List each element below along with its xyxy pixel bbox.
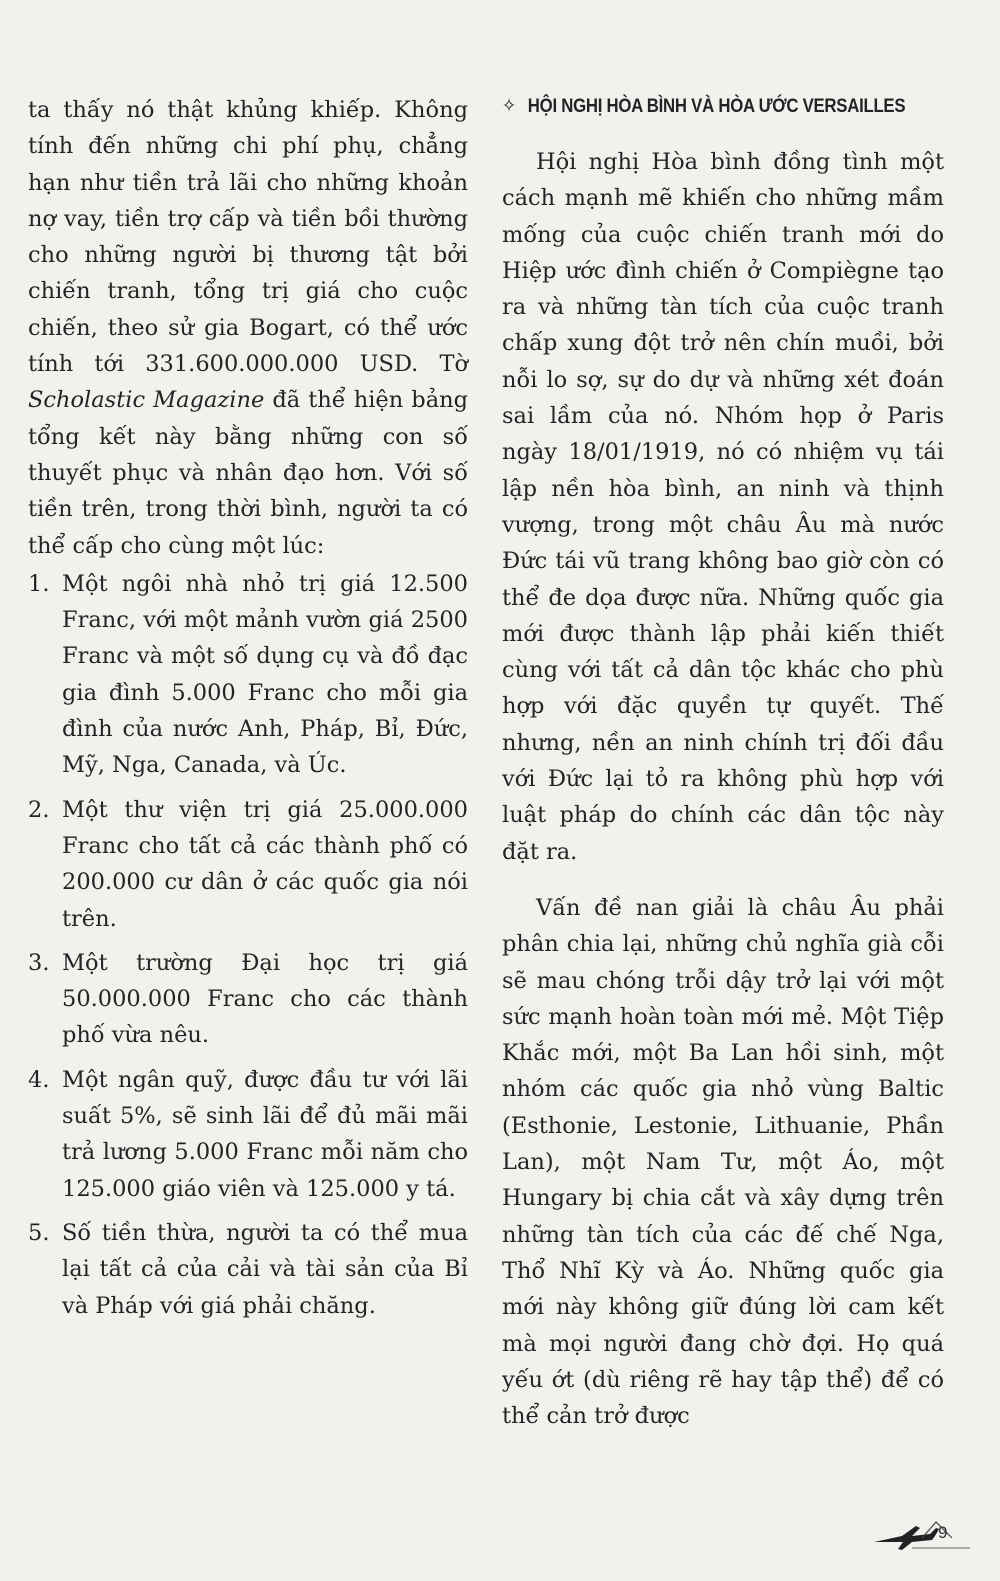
magazine-title: Scholastic Magazine	[28, 387, 265, 414]
list-item: 1. Một ngôi nhà nhỏ trị giá 12.500 Franc, với một mảnh vườn giá 2500 Franc và một số dụng cụ và đồ đạc gia đình 5.000 Franc cho mỗi gia đình của nước Anh, Pháp, Bỉ, Đức, Mỹ, Nga, Canada, và Úc.	[28, 566, 468, 784]
list-item: 5. Số tiền thừa, người ta có thể mua lại tất cả của cải và tài sản của Bỉ và Pháp với giá phải chăng.	[28, 1215, 468, 1324]
section-heading: ✧ HỘI NGHỊ HÒA BÌNH VÀ HÒA ƯỚC VERSAILLES	[502, 92, 882, 120]
list-item: 3. Một trường Đại học trị giá 50.000.000 Franc cho các thành phố vừa nêu.	[28, 945, 468, 1054]
list-number: 2.	[28, 796, 50, 823]
diamond-bullet-icon: ✧	[502, 95, 516, 117]
list-number: 5.	[28, 1219, 50, 1246]
list-number: 3.	[28, 949, 50, 976]
intro-paragraph: ta thấy nó thật khủng khiếp. Không tính đến những chi phí phụ, chẳng hạn như tiền trả lãi cho những khoản nợ vay, tiền trợ cấp và tiền bồi thường cho những người bị thương tật bởi chiến tranh, tổng trị giá cho cuộc chiến, theo sử gia Bogart, có thể ước tính tới 331.600.000.000 USD. Tờ Scholastic Magazine đã thể hiện bảng tổng kết này bằng những con số thuyết phục và nhân đạo hơn. Với số tiền trên, trong thời bình, người ta có thể cấp cho cùng một lúc:	[28, 97, 468, 559]
list-item: 4. Một ngân quỹ, được đầu tư với lãi suất 5%, sẽ sinh lãi để đủ mãi mãi trả lương 5.000 Franc mỗi năm cho 125.000 giáo viên và 125.000 y tá.	[28, 1062, 468, 1207]
airplane-icon	[872, 1518, 972, 1558]
left-column	[28, 92, 468, 1332]
page-number: 9	[938, 1523, 948, 1542]
numbered-list	[28, 566, 468, 1324]
body-paragraph: Hội nghị Hòa bình đồng tình một cách mạnh mẽ khiến cho những mầm mống của cuộc chiến tranh mới do Hiệp ước đình chiến ở Compiègne tạo ra và những tàn tích của cuộc tranh chấp xung đột trở nên chín muồi, bởi nỗi lo sợ, sự do dự và những xét đoán sai lầm của nó. Nhóm họp ở Paris ngày 18/01/1919, nó có nhiệm vụ tái lập nền hòa bình, an ninh và thịnh vượng, trong một châu Âu mà nước Đức tái vũ trang không bao giờ còn có thể đe dọa được nữa. Những quốc gia mới được thành lập phải kiến thiết cùng với tất cả dân tộc khác cho phù hợp với đặc quyền tự quyết. Thế nhưng, nền an ninh chính trị đối đầu với Đức lại tỏ ra không phù hợp với luật pháp do chính các dân tộc này đặt ra.	[502, 149, 944, 865]
right-column	[502, 92, 944, 1434]
list-number: 4.	[28, 1066, 50, 1093]
body-paragraph: Vấn đề nan giải là châu Âu phải phân chia lại, những chủ nghĩa già cỗi sẽ mau chóng trỗi dậy trở lại với một sức mạnh hoàn toàn mới mẻ. Một Tiệp Khắc mới, một Ba Lan hồi sinh, một nhóm các quốc gia nhỏ vùng Baltic (Esthonie, Lestonie, Lithuanie, Phần Lan), một Nam Tư, một Áo, một Hungary bị chia cắt và xây dựng trên những tàn tích của các đế chế Nga, Thổ Nhĩ Kỳ và Áo. Những quốc gia mới này không giữ đúng lời cam kết mà mọi người đang chờ đợi. Họ quá yếu ớt (dù riêng rẽ hay tập thể) để có thể cản trở được	[502, 894, 944, 1430]
list-number: 1.	[28, 570, 50, 597]
list-item: 2. Một thư viện trị giá 25.000.000 Franc cho tất cả các thành phố có 200.000 cư dân ở các quốc gia nói trên.	[28, 792, 468, 937]
